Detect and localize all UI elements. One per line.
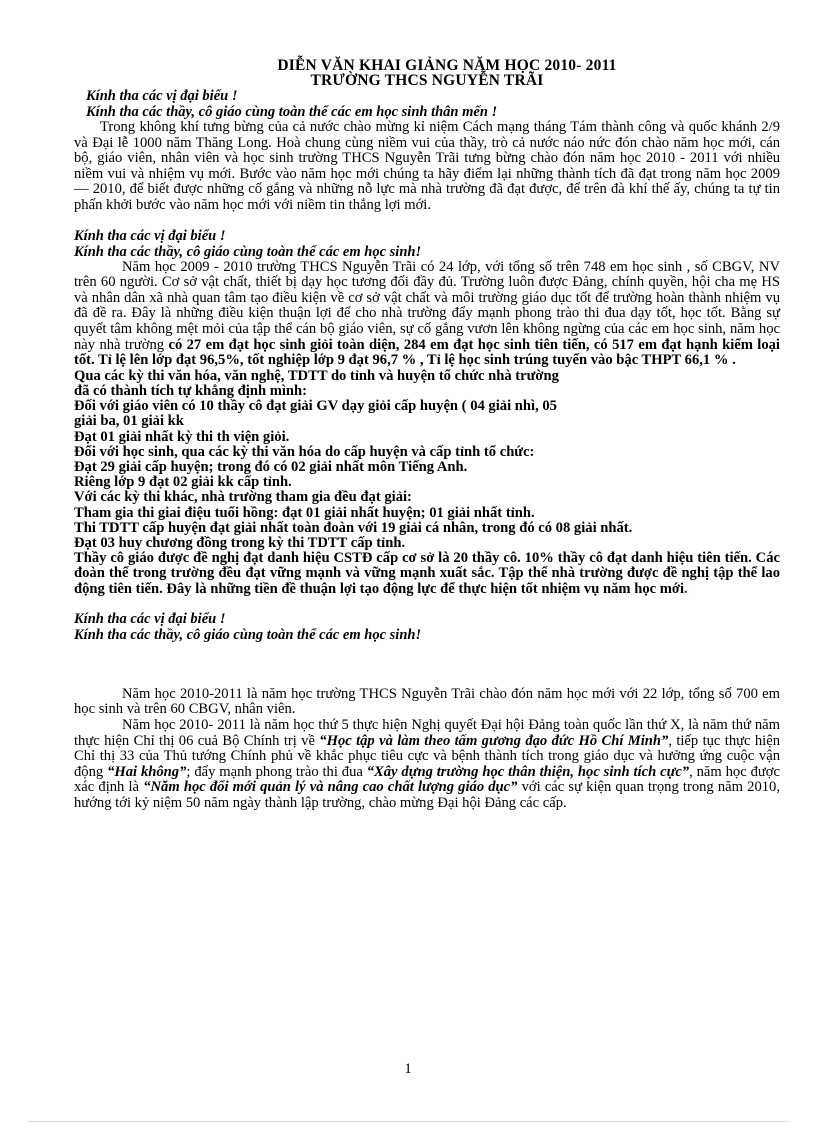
review-paragraph — [74, 260, 780, 369]
review-text: Năm học 2009 - 2010 trường THCS Nguyễn Trãi có 24 lớp, với tổng số trên 748 em học sinh , số CBGV, NV trên 60 người. Cơ sở vật chất, thiết bị dạy học tương đối đầy đủ. Trường luôn được Đảng, chính quyền, hội cha mẹ HS và nhân dân xã nhà quan tâm tạo điều kiện về cơ sở vật chất và môi trường giáo dục tốt để trường hoàn thành nhiệm vụ đã đề ra. Đây là những điều kiện thuận lợi để cho nhà trường đẩy mạnh phong trào thi đua dạy tốt, học tốt. Bằng sự quyết tâm không mệt mỏi của tập thể cán bộ giáo viên, sự cố gắng vươn lên không ngừng của các em học sinh, năm học này nhà trường — [74, 258, 780, 353]
achievement-line: Đạt 03 huy chương đồng trong kỳ thi TDTT cấp tỉnh. — [74, 534, 406, 551]
greeting-teachers-students: Kính tha các thầy, cô giáo cùng toàn thể các em học sinh! — [74, 243, 422, 260]
intro-paragraph: Trong không khí tưng bừng của cả nước chào mừng kỉ niệm Cách mạng tháng Tám thành công và quốc khánh 2/9 và Đại lễ 1000 năm Thăng Long. Hoà chung cùng niềm vui của thầy, trò cả nước náo nức đón chào năm học mới, cán bộ, giáo viên, nhân viên và học sinh trường THCS Nguyễn Trãi tưng bừng chào đón năm học 2010 - 2011 với nhiều niềm vui và nhiệm vụ mới. Bước vào năm học mới chúng ta hãy điểm lại những thành tích đã đạt trong năm học 2009 — 2010, để biết được những cố gắng và những nỗ lực mà nhà trường đã đạt được, để trên đà khí thế ấy, chúng ta tự tin phấn khởi bước vào năm học mới với niềm tin thắng lợi mới. — [74, 119, 780, 213]
new-year-paragraph: Năm học 2010-2011 là năm học trường THCS Nguyễn Trãi chào đón năm học mới với 22 lớp, tổng số 700 em học sinh và trên 60 CBGV, nhân viên. — [74, 685, 780, 718]
closing-achievement-paragraph — [74, 551, 780, 597]
greeting-guests: Kính tha các vị đại biểu ! — [74, 227, 226, 244]
tasks-text: với các sự kiện quan trọng trong năm 2010, hướng tới kỷ niệm 50 năm ngày thành lập trường, chào mừng Đại hội Đảng các cấp. — [74, 779, 780, 811]
closing-dot: . — [684, 580, 688, 597]
achievement-line: Đối với học sinh, qua các kỳ thi văn hóa do cấp huyện và cấp tỉnh tổ chức: — [74, 443, 535, 460]
achievement-line: Đạt 01 giải nhất kỳ thi th viện giỏi. — [74, 428, 290, 445]
document-page — [74, 58, 780, 812]
tasks-text: , tiếp tục thực hiện Chỉ thị 33 của Thủ tướng Chính phủ về khắc phục tiêu cực và bệnh thành tích trong giáo dục và hưởng ứng cuộc vận động — [74, 732, 780, 780]
tasks-text: ; đẩy mạnh phong trào thi đua — [186, 763, 367, 780]
achievement-line: Riêng lớp 9 đạt 02 giải kk cấp tỉnh. — [74, 474, 292, 491]
page-bottom-border — [28, 1121, 788, 1122]
title-line-2: TRƯỜNG THCS NGUYỄN TRÃI — [310, 72, 544, 89]
achievement-line: Với các kỳ thi khác, nhà trường tham gia đều đạt giải: — [74, 489, 412, 506]
tasks-text: , năm học được xác định là — [74, 763, 780, 796]
tasks-text: Năm học 2010- 2011 là năm học thứ 5 thực hiện Nghị quyết Đại hội Đảng toàn quốc lần thứ X, là năm thứ năm thực hiện Chỉ thị 06 cuả Bộ Chính trị về — [74, 716, 780, 749]
campaign-quote: “Năm học đổi mới quản lý và nâng cao chất lượng giáo dục” — [143, 779, 518, 796]
greeting-guests: Kính tha các vị đại biểu ! — [86, 88, 238, 104]
achievement-line: Qua các kỳ thi văn hóa, văn nghệ, TDTT do tỉnh và huyện tổ chức nhà trường — [74, 367, 559, 384]
review-results-text: có 27 em đạt học sinh giỏi toàn diện, 284 em đạt học sinh tiên tiến, có 517 em đạt hạnh kiểm loại tốt. Tỉ lệ lên lớp đạt 96,5%, tốt nghiệp lớp 9 đạt 96,7 % , Tỉ lệ học sinh trúng tuyển vào bậc THPT 66,1 % . — [74, 336, 780, 369]
achievement-line: Thi TDTT cấp huyện đạt giải nhất toàn đoàn với 19 giải cá nhân, trong đó có 08 giải nhất. — [74, 519, 633, 536]
campaign-quote: “Hai không” — [107, 763, 187, 780]
page-number: 1 — [404, 1061, 412, 1077]
campaign-quote: “Xây dựng trường học thân thiện, học sinh tích cực” — [366, 763, 690, 780]
closing-text: Thầy cô giáo được đề nghị đạt danh hiệu CSTĐ cấp cơ sở là 20 thầy cô. 10% thầy cô đạt danh hiệu tiên tiến. Các đoàn thể trong trường đều đạt vững mạnh và vững mạnh xuất sắc. Tập thể nhà trường được đề nghị tập thể lao động tiên tiến. Đây là những tiền đề thuận lợi tạo động lực để thực hiện tốt nhiệm vụ năm học mới — [74, 550, 780, 597]
campaign-quote: “Học tập và làm theo tấm gương đạo đức Hồ Chí Minh” — [319, 732, 669, 749]
tasks-paragraph — [74, 718, 780, 812]
greeting-teachers-students: Kính tha các thầy, cô giáo cùng toàn thể các em học sinh! — [74, 626, 422, 643]
achievement-line: Đạt 29 giải cấp huyện; trong đó có 02 giải nhất môn Tiếng Anh. — [74, 458, 468, 475]
achievement-line: Tham gia thi giai điệu tuổi hồng: đạt 01 giải nhất huyện; 01 giải nhất tỉnh. — [74, 504, 535, 521]
achievement-line: Đối với giáo viên có 10 thầy cô đạt giải GV dạy giỏi cấp huyện ( 04 giải nhì, 05 — [74, 398, 557, 415]
title-line-1: DIỄN VĂN KHAI GIẢNG NĂM HỌC 2010- 2011 — [277, 57, 617, 74]
greeting-teachers-students: Kính tha các thầy, cô giáo cùng toàn thể các em học sinh thân mến ! — [86, 104, 498, 120]
document-title — [74, 58, 780, 88]
achievement-line: đã có thành tích tự khẳng định mình: — [74, 382, 308, 399]
greeting-guests: Kính tha các vị đại biểu ! — [74, 610, 226, 627]
achievements-list — [74, 369, 780, 597]
achievement-line: giải ba, 01 giải kk — [74, 413, 184, 430]
